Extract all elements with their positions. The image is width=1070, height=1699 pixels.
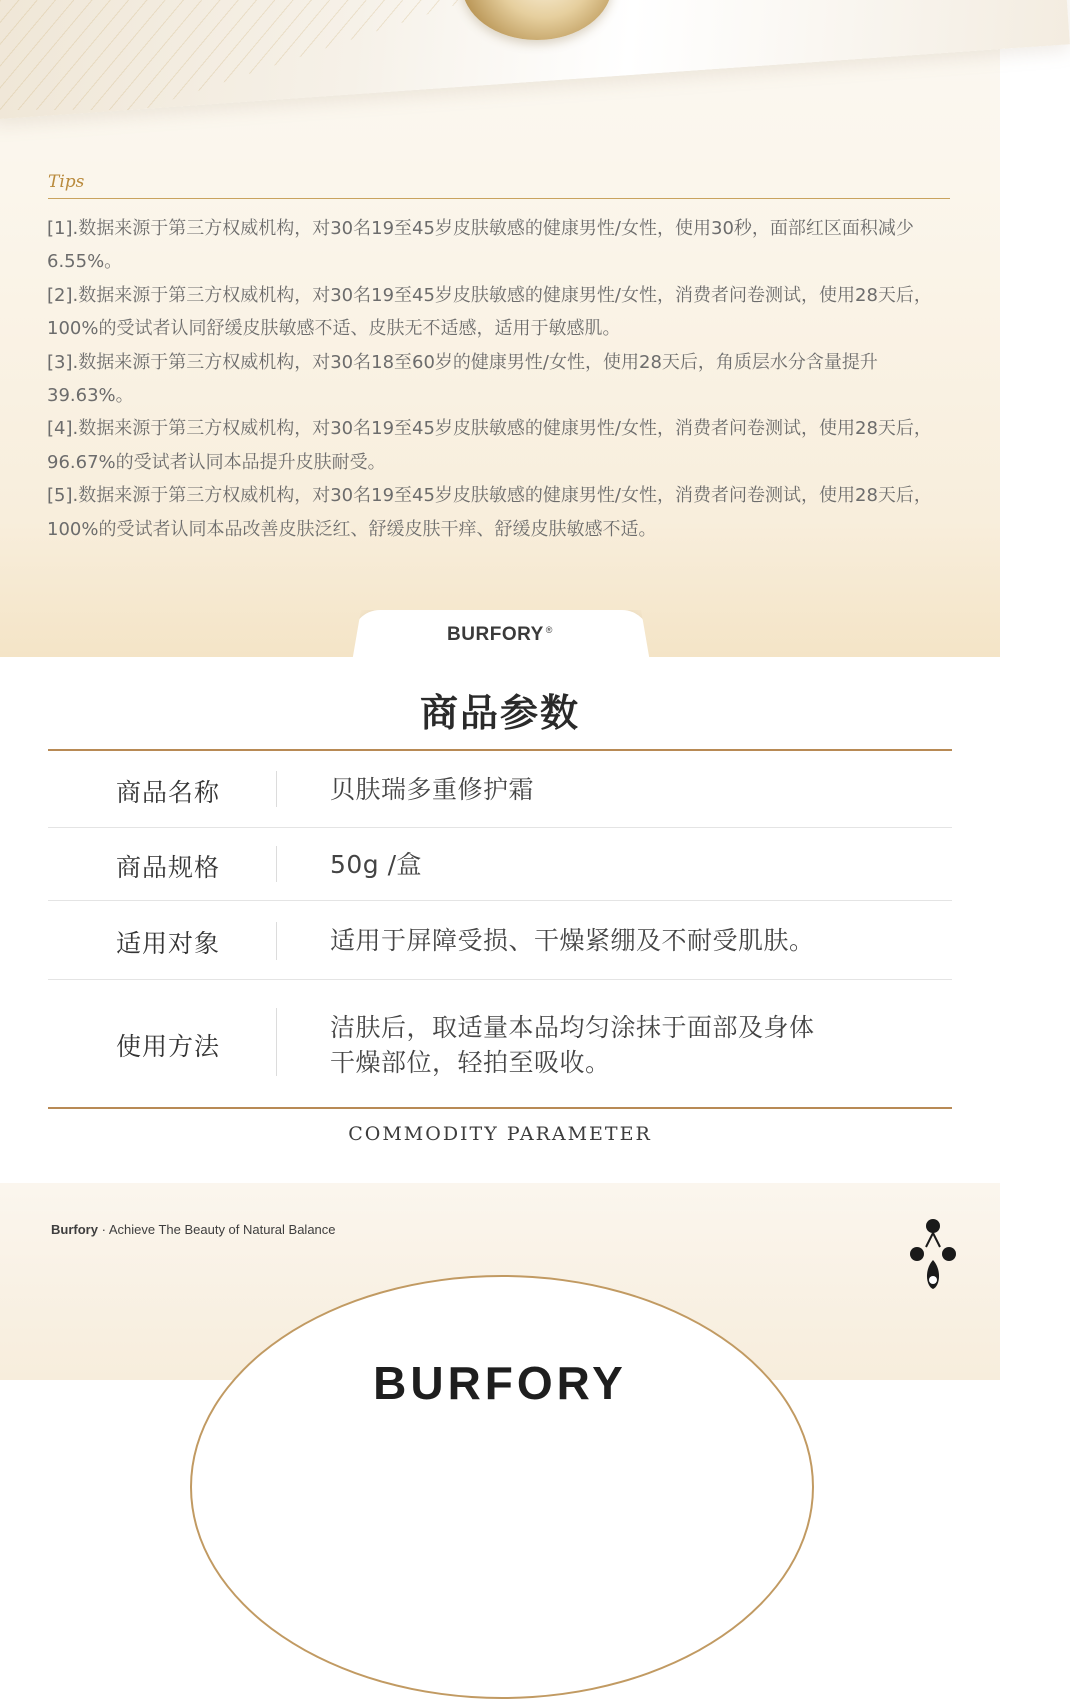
tip-item: [2].数据来源于第三方权威机构，对30名19至45岁皮肤敏感的健康男性/女性，消费者问卷测试，使用28天后，100%的受试者认同舒缓皮肤敏感不适、皮肤无不适感，适用于敏感肌。 bbox=[47, 284, 932, 340]
footer-separator: · bbox=[101, 1222, 106, 1237]
tips-list bbox=[47, 212, 952, 546]
tip-item: [4].数据来源于第三方权威机构，对30名19至45岁皮肤敏感的健康男性/女性，消费者问卷测试，使用28天后，96.67%的受试者认同本品提升皮肤耐受。 bbox=[47, 418, 932, 473]
params-title: 商品参数 bbox=[419, 691, 580, 735]
param-value-line: 适用于屏障受损、干燥紧绷及不耐受肌肤。 bbox=[330, 926, 815, 955]
param-value-line: 干燥部位，轻拍至吸收。 bbox=[330, 1048, 611, 1077]
tip-item: [5].数据来源于第三方权威机构，对30名19至45岁皮肤敏感的健康男性/女性，消费者问卷测试，使用28天后，100%的受试者认同本品改善皮肤泛红、舒缓皮肤干痒、舒缓皮肤敏感不适。 bbox=[47, 485, 932, 540]
footer-slogan-text: Achieve The Beauty of Natural Balance bbox=[108, 1222, 336, 1237]
param-divider bbox=[276, 922, 277, 960]
param-row-name bbox=[48, 751, 952, 828]
params-subtitle: COMMODITY PARAMETER bbox=[348, 1123, 652, 1145]
param-value bbox=[330, 923, 815, 958]
param-key: 商品名称 bbox=[116, 778, 221, 807]
param-value-line: 50g /盒 bbox=[330, 850, 423, 879]
param-key: 适用对象 bbox=[116, 929, 221, 958]
params-bottom-rule bbox=[48, 1107, 952, 1109]
param-value bbox=[330, 1010, 815, 1080]
registered-mark: ® bbox=[545, 624, 553, 635]
tips-heading: Tips bbox=[48, 172, 85, 192]
param-divider bbox=[276, 771, 277, 807]
param-value-line: 洁肤后，取适量本品均匀涂抹于面部及身体 bbox=[330, 1013, 815, 1042]
brand-emblem-icon bbox=[908, 1214, 958, 1294]
tip-item: [3].数据来源于第三方权威机构，对30名18至60岁的健康男性/女性，使用28天后，角质层水分含量提升39.63%。 bbox=[47, 351, 878, 407]
param-divider bbox=[276, 846, 277, 882]
footer-brand: Burfory bbox=[51, 1222, 98, 1237]
footer-slogan bbox=[51, 1222, 336, 1237]
param-row-target bbox=[48, 901, 952, 980]
param-row-spec bbox=[48, 828, 952, 901]
param-row-usage bbox=[48, 980, 952, 1107]
tip-item: [1].数据来源于第三方权威机构，对30名19至45岁皮肤敏感的健康男性/女性，使用30秒，面部红区面积减少6.55%。 bbox=[47, 218, 914, 273]
tips-divider bbox=[48, 198, 950, 199]
brand-logo-text bbox=[0, 624, 1000, 646]
param-key: 商品规格 bbox=[116, 853, 221, 882]
footer-big-brand bbox=[0, 1360, 1000, 1380]
param-divider bbox=[276, 1008, 277, 1076]
footer-arc bbox=[190, 1275, 814, 1699]
param-value bbox=[330, 772, 534, 807]
brand-name: BURFORY bbox=[447, 624, 544, 645]
param-value-line: 贝肤瑞多重修护霜 bbox=[330, 775, 535, 804]
param-key: 使用方法 bbox=[116, 1032, 221, 1061]
param-value bbox=[330, 847, 422, 882]
